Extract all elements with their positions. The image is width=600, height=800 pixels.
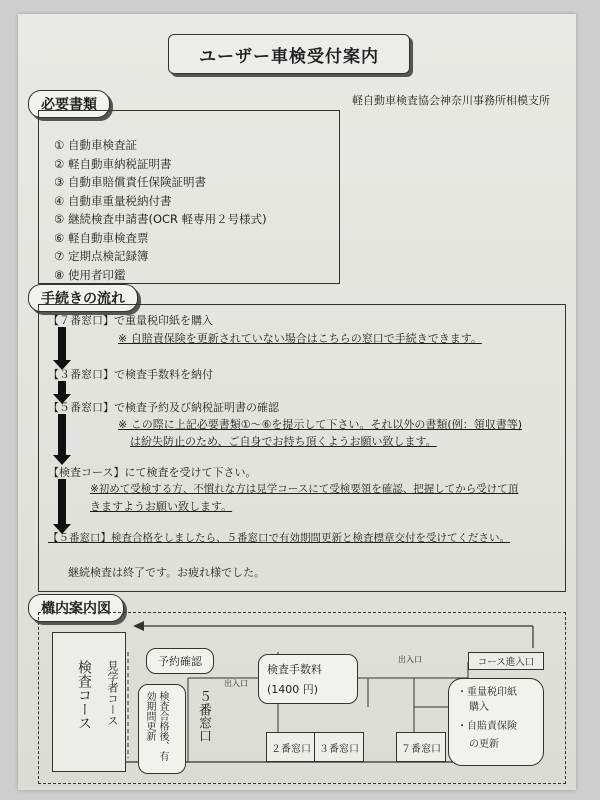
- flow-note-4b: きますようお願い致します。: [90, 500, 233, 513]
- bubble-line: 購入: [469, 702, 489, 713]
- window-5-label: ５番窓口: [196, 690, 211, 742]
- visitor-course-label: 見学者コース: [106, 660, 119, 726]
- reservation-label: 予約確認: [158, 655, 202, 668]
- doc-item: ⑥ 軽自動車検査票: [54, 230, 149, 245]
- entrance-label-2: 出入口: [398, 655, 422, 664]
- flow-step-1: 【７番窓口】で重量税印紙を購入: [48, 314, 213, 327]
- flow-arrow-icon: [58, 479, 66, 525]
- docs-list: [54, 136, 267, 284]
- flow-section-title: 手続きの流れ: [28, 284, 138, 312]
- flow-step-4: 【検査コース】にて検査を受けて下さい。: [48, 466, 257, 479]
- document-page: [18, 14, 576, 790]
- bubble-line: の更新: [469, 739, 499, 750]
- flow-arrow-icon: [58, 414, 66, 456]
- bubble-line: ・重量税印紙: [457, 687, 517, 698]
- renewal-label: 検査合格後、有効期間更新: [144, 691, 168, 761]
- entrance-label: 出入口: [224, 679, 248, 688]
- flow-step-5: 【５番窓口】検査合格をしましたら、５番窓口で有効期間更新と検査標章交付を受けてください。: [48, 532, 510, 544]
- flow-step-3: 【５番窓口】で検査予約及び納税証明書の確認: [48, 401, 279, 414]
- doc-item: ① 自動車検査証: [54, 138, 137, 152]
- doc-item: ② 軽自動車納税証明書: [54, 156, 172, 171]
- map-section-title: 構内案内図: [28, 594, 124, 622]
- inspection-course-label: 検査コース: [76, 660, 92, 730]
- doc-item: ⑧ 使用者印鑑: [54, 267, 126, 282]
- flow-arrow-icon: [58, 381, 66, 395]
- window-7-bubble: [448, 678, 544, 766]
- window-3: ３番窓口: [314, 732, 364, 762]
- flow-note-1: ※ 自賠責保険を更新されていない場合はこちらの窓口で手続きできます。: [118, 332, 482, 345]
- page-title: ユーザー車検受付案内: [168, 34, 410, 74]
- flow-step-2: 【３番窓口】で検査手数料を納付: [48, 368, 213, 381]
- flow-note-3b: は紛失防止のため、ご自身でお持ち頂くようお願い致します。: [130, 435, 437, 448]
- doc-item: ⑤ 継続検査申請書(OCR 軽専用２号様式): [54, 212, 267, 226]
- course-entrance-label: コース進入口: [468, 652, 544, 670]
- doc-item: ⑦ 定期点検記録簿: [54, 249, 149, 263]
- window-2: ２番窓口: [266, 732, 316, 762]
- office-name: 軽自動車検査協会神奈川事務所相模支所: [352, 94, 550, 107]
- fee-label: 検査手数料: [267, 663, 322, 676]
- fee-bubble: [258, 654, 358, 704]
- renewal-bubble: [138, 684, 186, 774]
- reservation-bubble: [146, 648, 214, 674]
- flow-arrow-icon: [58, 327, 66, 361]
- docs-section-title: 必要書類: [28, 90, 110, 118]
- flow-end: 継続検査は終了です。お疲れ様でした。: [68, 566, 266, 579]
- window-7: ７番窓口: [396, 732, 446, 762]
- doc-item: ③ 自動車賠償責任保険証明書: [54, 175, 206, 189]
- flow-note-4a: ※初めて受検する方、不慣れな方は見学コースにて受検要領を確認、把握してから受けて頂: [90, 483, 519, 495]
- flow-note-3a: ※ この際に上記必要書類①～⑥を提示して下さい。それ以外の書類(例：領収書等): [118, 418, 523, 431]
- bubble-line: ・自賠責保険: [457, 721, 517, 732]
- doc-item: ④ 自動車重量税納付書: [54, 193, 172, 208]
- fee-price: (1400 円): [267, 683, 319, 696]
